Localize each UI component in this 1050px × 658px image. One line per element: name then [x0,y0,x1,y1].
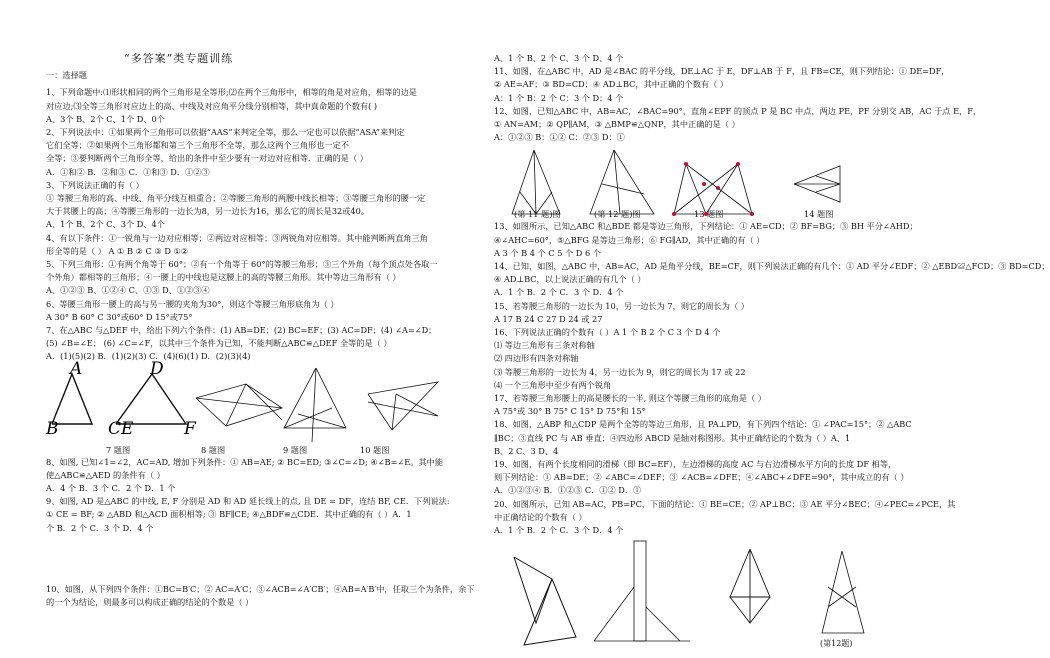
figure-9 [284,368,346,442]
figure-7 [52,374,186,424]
right-questions-10-12 [494,52,982,144]
question-line: A、①②③ B、①②④ C、①③ D、①②③④ [46,285,210,296]
fig7-label-a: A [70,358,83,379]
figures-7-10-svg [46,358,466,444]
question-line: 对应边;⑶全等三角形对应边上的高、中线及对应角平分线分别相等，其中真命题的个数有( ) [46,100,378,111]
question-line: A 75°或 30° B 75° C 15° D 75°和 15° [494,406,646,417]
question-line: ① 等腰三角形的高、中线、角平分线互相重合；②等腰三角形的两腰中线长相等；③等腰三角形的腰一定 [46,193,426,204]
figure-14 [794,166,840,202]
question-line: A：①②③ B：①② C：②③ D：① [494,132,625,143]
fig7-label-f: F [184,418,196,439]
question-line: 1、下列命题中:⑴形状相同的两个三角形是全等形;⑵在两个三角形中，相等的角是对应角，相等的边是 [46,87,417,98]
left-question-10 [46,583,475,609]
figure-8 [196,384,282,426]
page-title: “多答案”类专题训练 [124,52,234,65]
question-line: 12、如图，已知△ABC 中，AB=AC，∠BAC=90°，直角∠EPF 的顶点 P 是 BC 中点，两边 PE，PF 分别交 AB，AC 于点 E，F， [494,105,982,116]
figure-12b [822,551,864,633]
question-line: A、1个 B、2个 C、3个 D、4个 [46,219,165,230]
question-line: ① AN=AM；② QP∥AM，③ △BMP≌△QNP，其中正确的是（ ） [494,119,740,130]
left-questions-1-7 [46,86,464,363]
question-line: ∥BC；③直线 PC 与 AB 垂直；④四边形 ABCD 是轴对称图形。其中正确结论的个数为（ ）A、1 [494,432,851,443]
question-line: 3、下列说法正确的有（ ） [46,179,144,190]
question-line: A．①②③④ B．①②③ C．①② D．① [494,485,642,496]
question-line: ⑴ 等边三角形有三条对称轴 [494,340,595,351]
figure-11 [512,150,560,214]
question-line: 则下列结论：① AB=DE；② ∠ABC=∠DEF；③ ∠ACB=∠DFE；④∠ABC+∠DFE=90°，其中成立的有（ ） [494,472,909,483]
question-line: 5、下列三角形：①有两个角等于 60°；②有一个角等于 60°的等腰三角形；③三个外角（每个顶点处各取一 [46,259,438,270]
fig7-label-d: D [150,358,164,379]
question-line: 18、如图，△ABP 和△CDP 是两个全等的等边三角形，且 PA⊥PD，有下列四个结论：① ∠PAC=15°；② △ABC [494,419,912,430]
question-line: 19、如图，有两个长度相同的滑梯（即 BC=EF），左边滑梯的高度 AC 与右边滑梯水平方向的长度 DF 相等， [494,459,897,470]
question-line: A、3个 B、2个 C、1个 D、0个 [46,113,165,124]
question-line: (5) ∠B=∠E； (6) ∠C=∠F，以其中三个条件为已知，不能判断△ABC≌△DEF 全等的是（ ） [46,338,392,349]
question-line: A、1 个 B、2 个 C、3 个 D、4 个 [494,53,624,63]
fig7-label-ce: CE [108,418,134,439]
caption-12b: (第12题) [820,639,853,649]
question-line: ② AE=AF；③ BD=CD；④ AD⊥BC，其中正确的个数有（ ） [494,79,729,90]
right-column [494,52,1050,657]
question-line: 中正确结论的个数有（ ） [494,511,587,522]
question-line: 20、如图所示，已知 AB=AC，PB=PC，下面的结论：① BE=CE；② AP⊥BC；③ AE 平分∠BEC；④∠PEC=∠PCE，其 [494,498,956,509]
question-line: 个外角）都相等的三角形；④一腰上的中线也是这腰上的高的等腰三角形。其中等边三角形有（ ） [46,272,401,283]
caption-8: 8 题图 [201,444,226,455]
question-line: 使△ABC≌△AED 的条件有（ ） [46,469,165,480]
question-line: 的一个为结论，则最多可以构成正确的结论的个数是（ ） [46,597,254,608]
question-line: A 3 个 B 4 个 C 5 个 D 6 个 [494,247,601,258]
captions-11-14 [494,208,914,220]
figure-row-7-10 [46,358,464,444]
question-line: A：1 个 B：2 个 C：3 个 D：4 个 [494,92,624,103]
question-line: A．1 个 B．2 个 C．3 个 D．4 个 [494,525,624,536]
figure-10 [368,382,438,430]
question-line: A．①和② B．②和③ C．①和③ D．①②③ [46,166,210,177]
question-line: 17、若等腰三角形腰上的高是腰长的一半, 则这个等腰三角形的底角是（ ） [494,393,767,404]
question-line: A 17 B 24 C 27 D 24 或 27 [494,313,603,324]
figure-18 [514,557,576,645]
question-line: ④∠AHC=60°，⑤△BFG 是等边三角形；⑥ FG∥AD，其中正确的有（ ） [494,234,765,245]
question-line: 4、有以下条件：①一锐角与一边对应相等；②两边对应相等；③两锐角对应相等。其中能判断两直角三角 [46,232,428,243]
question-line: ① CE = BF; ② △ABD 和△ACD 面积相等; ③ BF∥CE; ④△BDF≌△CDE．其中正确的有（ ）A．1 [46,509,412,520]
caption-13: 13 题图 [694,209,724,220]
question-line: B、2 C、3 D、4 [494,445,559,456]
question-line: 11、如图，在△ABC 中，AD 是∠BAC 的平分线，DE⊥AC 于 E，DF⊥AB 于 F，且 FB=CE，则下列结论：① DE=DF， [494,66,950,77]
caption-9: 9 题图 [283,444,308,455]
figure-13 [674,164,752,214]
question-line: 8、如图, 已知∠1=∠2，AC=AD, 增加下列条件：① AB=AE; ② BC=ED; ③∠C=∠D; ④∠B=∠E。其中能 [46,456,444,467]
question-line: 14、已知，如图，△ABC 中，AB=AC，AD 是角平分线，BE=CF，则下列说法正确的有几个：① AD 平分∠EDF；② △EBD≌△FCD；③ BD=CD； [494,261,1050,272]
question-line: 16、下列说法正确的个数有（ ）A 1 个 B 2 个 C 3 个 D 4 个 [494,327,721,338]
question-line: 全等；③要判断两个三角形全等，给出的条件中至少要有一对边对应相等．正确的是（ ） [46,153,368,164]
section-heading: 一：选择题 [46,70,87,81]
caption-12: (第 12 题)图 [594,209,641,220]
figure-12 [590,150,654,214]
caption-10: 10 题图 [360,444,390,455]
caption-11: (第 11 题)图 [514,209,561,220]
question-line: 15、若等腰三角形的一边长为 10，另一边长为 7，则它的周长为（ ） [494,300,749,311]
question-line: 10、如图，从下列四个条件：①BC=B′C；② AC=A′C；③∠ACB=∠A′CB′；④AB=A′B′中，任取三个为条件，余下 [46,583,475,594]
question-line: ⑷ 一个三角形中至少有两个锐角 [494,379,612,390]
question-line: 形全等的是（ ） A ① B ② C ③ D ①② [46,245,189,256]
question-line: A．1 个 B．2 个 C．3 个 D．4 个 [494,287,624,298]
captions-7-10 [46,444,464,456]
left-column [46,0,475,609]
question-line: 9、如图, AD 是△ABC 的中线, E, F 分别是 AD 和 AD 延长线上的点, 且 DE = DF，连结 BF, CE．下列说法: [46,496,450,507]
left-questions-8-9 [46,456,464,535]
question-line: ⑵ 四边形有四条对称轴 [494,353,579,364]
question-line: 13、如图所示，已知△ABC 和△BDE 都是等边三角形，下列结论：① AE=CD；② BF=BG；③ BH 平分∠AHD； [494,221,918,232]
figure-20 [730,549,770,623]
fig7-label-b: B [46,418,59,439]
figure-19 [594,541,690,641]
question-line: 7、在△ABC 与△DEF 中，给出下列六个条件：(1) AB=DE；(2) BC=EF；(3) AC=DF；(4) ∠A=∠D； [46,325,437,336]
question-line: A．(1)(5)(2) B．(1)(2)(3) C．(4)(6)(1) D．(2)(3)(4) [46,351,251,362]
question-line: 6、等腰三角形一腰上的高与另一腰的夹角为30°，则这个等腰三角形底角为（ ） [46,298,339,309]
question-line: A．4 个 B．3 个 C．2 个 D．1 个 [46,483,176,494]
figure-row-18-20 [494,537,914,657]
question-line: 它们全等；②如果两个三角形都和第三个三角形不全等，那么这两个三角形也一定不 [46,140,349,151]
caption-7: 7 题图 [106,444,131,455]
question-line: 2、下列说法中：①如果两个三角形可以依据“AAS”来判定全等，那么一定也可以依据“ASA”来判定 [46,127,405,138]
question-line: ④ AD⊥BC，以上说法正确的有几个（ ） [494,274,646,285]
right-questions-13-20 [494,220,1050,537]
question-line: 个 B．2 个 C．3 个 D．4 个 [46,522,154,533]
question-line: ⑶ 等腰三角形的一边长为 4，另一边长为 9，则它的周长为 17 或 22 [494,366,746,377]
question-line: 大于其腰上的高；④等腰三角形的一边长为8，另一边长为16，那么它的周长是32或40。 [46,206,370,217]
question-line: A 30° B 60° C 30°或60° D 15°或75° [46,311,193,322]
caption-14: 14 题图 [804,209,834,220]
